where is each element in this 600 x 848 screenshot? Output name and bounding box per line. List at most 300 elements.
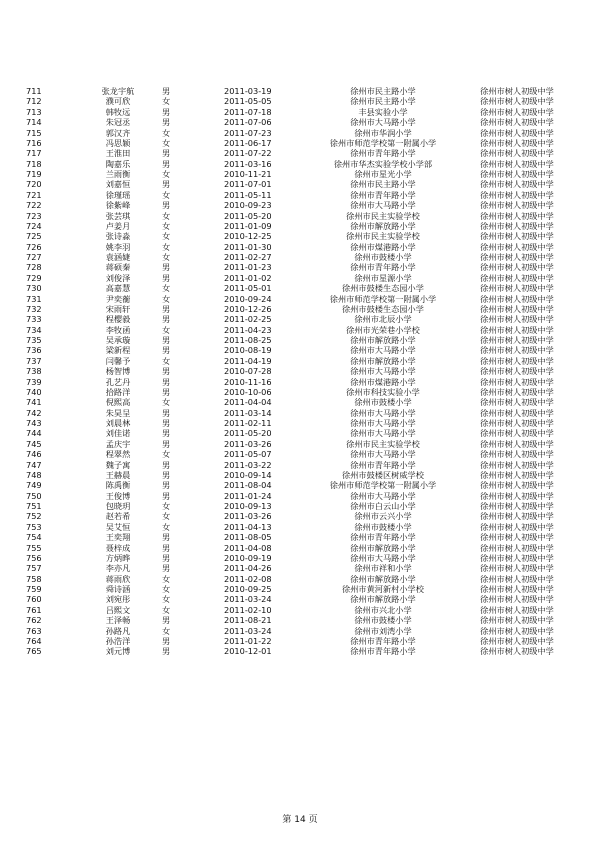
table-row [26, 574, 580, 584]
middle-school: 徐州市树人初级中学 [480, 106, 554, 117]
gender: 女 [162, 511, 171, 522]
table-row [26, 262, 580, 272]
table-row [26, 397, 580, 407]
row-number: 752 [26, 511, 42, 522]
student-name: 方炳晔 [105, 552, 131, 563]
gender: 女 [162, 127, 171, 138]
gender: 男 [162, 490, 171, 501]
gender: 男 [162, 428, 171, 439]
student-name: 陶嘉乐 [105, 158, 131, 169]
birth-date: 2010-09-14 [224, 469, 272, 480]
gender: 男 [162, 272, 171, 283]
gender: 女 [162, 252, 171, 262]
gender: 男 [162, 646, 171, 657]
middle-school: 徐州市树人初级中学 [480, 210, 554, 221]
birth-date: 2011-02-08 [224, 573, 272, 584]
row-number: 720 [26, 179, 42, 190]
primary-school: 徐州市鼓楼小学 [354, 615, 412, 626]
primary-school: 徐州市解放路小学 [350, 594, 416, 605]
primary-school: 徐州市民主实验学校 [346, 210, 420, 221]
table-row [26, 107, 580, 117]
birth-date: 2010-07-28 [224, 366, 272, 377]
student-name: 李牧函 [105, 324, 131, 335]
gender: 女 [162, 96, 171, 107]
table-row [26, 563, 580, 573]
birth-date: 2011-02-27 [224, 252, 272, 262]
student-name: 濮可欣 [105, 96, 131, 107]
primary-school: 丰县实验小学 [358, 106, 408, 117]
primary-school: 徐州市科技实验小学 [346, 386, 420, 397]
page-number: 第 14 页 [282, 815, 318, 825]
primary-school: 徐州市白云山小学 [350, 501, 416, 511]
gender: 女 [162, 501, 171, 511]
middle-school: 徐州市树人初级中学 [480, 355, 554, 366]
table-row [26, 522, 580, 532]
table-row [26, 480, 580, 490]
middle-school: 徐州市树人初级中学 [480, 189, 554, 200]
table-row [26, 428, 580, 438]
middle-school: 徐州市树人初级中学 [480, 86, 554, 96]
row-number: 740 [26, 386, 42, 397]
birth-date: 2011-04-08 [224, 542, 272, 553]
row-number: 761 [26, 604, 42, 615]
table-row [26, 501, 580, 511]
middle-school: 徐州市树人初级中学 [480, 418, 554, 428]
middle-school: 徐州市树人初级中学 [480, 272, 554, 283]
birth-date: 2011-08-25 [224, 335, 272, 345]
primary-school: 徐州市青年路小学 [350, 262, 416, 273]
table-row [26, 128, 580, 138]
row-number: 715 [26, 127, 42, 138]
student-name: 王俊博 [105, 490, 131, 501]
middle-school: 徐州市树人初级中学 [480, 428, 554, 439]
middle-school: 徐州市树人初级中学 [480, 262, 554, 273]
student-name: 陈禹衡 [105, 480, 131, 491]
row-number: 722 [26, 200, 42, 211]
primary-school: 徐州市师范学校第一附属小学 [329, 293, 437, 304]
birth-date: 2011-07-23 [224, 127, 272, 138]
middle-school: 徐州市树人初级中学 [480, 345, 554, 356]
student-name: 倪熙高 [105, 397, 131, 408]
table-row [26, 148, 580, 158]
student-name: 王奕翔 [105, 532, 131, 543]
middle-school: 徐州市树人初级中学 [480, 490, 554, 501]
birth-date: 2011-05-20 [224, 210, 272, 221]
birth-date: 2011-07-18 [224, 106, 272, 117]
gender: 男 [162, 635, 171, 646]
birth-date: 2011-03-14 [224, 407, 272, 418]
middle-school: 徐州市树人初级中学 [480, 459, 554, 470]
primary-school: 徐州市鼓楼小学 [354, 397, 412, 408]
table-row [26, 117, 580, 127]
gender: 女 [162, 283, 171, 294]
row-number: 714 [26, 117, 42, 128]
primary-school: 徐州市鼓楼小学 [354, 521, 412, 532]
student-name: 王赫晨 [105, 469, 131, 480]
primary-school: 徐州市大马路小学 [350, 117, 416, 128]
gender: 男 [162, 376, 171, 387]
primary-school: 徐州市师范学校第一附属小学 [329, 137, 437, 148]
birth-date: 2011-03-22 [224, 459, 272, 470]
middle-school: 徐州市树人初级中学 [480, 511, 554, 522]
student-name: 徐紫峰 [105, 200, 131, 211]
primary-school: 徐州市民主路小学 [350, 179, 416, 190]
gender: 男 [162, 366, 171, 377]
gender: 男 [162, 563, 171, 574]
row-number: 746 [26, 449, 42, 460]
table-row [26, 449, 580, 459]
table-row [26, 200, 580, 210]
table-row [26, 418, 580, 428]
primary-school: 徐州市民主实验学校 [346, 438, 420, 449]
primary-school: 徐州市煤港路小学 [350, 376, 416, 387]
gender: 男 [162, 615, 171, 626]
primary-school: 徐州市师范学校第一附属小学 [329, 480, 437, 491]
row-number: 759 [26, 584, 42, 594]
student-name: 赵若希 [105, 511, 131, 522]
birth-date: 2010-09-23 [224, 200, 272, 211]
row-number: 718 [26, 158, 42, 169]
row-number: 743 [26, 418, 42, 428]
birth-date: 2011-04-04 [224, 397, 272, 408]
primary-school: 徐州市祥和小学 [354, 563, 412, 574]
birth-date: 2010-12-01 [224, 646, 272, 657]
gender: 女 [162, 293, 171, 304]
gender: 男 [162, 148, 171, 159]
row-number: 716 [26, 137, 42, 148]
middle-school: 徐州市树人初级中学 [480, 200, 554, 211]
primary-school: 徐州市鼓楼生态园小学 [342, 303, 424, 314]
table-row [26, 304, 580, 314]
student-name: 宋雨轩 [105, 303, 131, 314]
gender: 男 [162, 117, 171, 128]
birth-date: 2011-03-24 [224, 594, 272, 605]
primary-school: 徐州市大马路小学 [350, 449, 416, 460]
middle-school: 徐州市树人初级中学 [480, 532, 554, 543]
student-name: 梁新程 [105, 345, 131, 356]
primary-school: 徐州市星源小学 [354, 272, 412, 283]
table-row [26, 86, 580, 96]
row-number: 753 [26, 521, 42, 532]
student-name: 韩牧远 [105, 106, 131, 117]
table-row [26, 408, 580, 418]
student-name: 程樱毅 [105, 314, 131, 325]
row-number: 717 [26, 148, 42, 159]
birth-date: 2010-10-06 [224, 386, 272, 397]
student-name: 孔艺丹 [105, 376, 131, 387]
middle-school: 徐州市树人初级中学 [480, 148, 554, 159]
student-name: 王淮田 [105, 148, 131, 159]
gender: 男 [162, 552, 171, 563]
gender: 男 [162, 314, 171, 325]
birth-date: 2010-09-13 [224, 501, 272, 511]
student-name: 袁涵婕 [105, 252, 131, 262]
birth-date: 2010-09-19 [224, 552, 272, 563]
primary-school: 徐州市星光小学 [354, 169, 412, 179]
primary-school: 徐州市鼓楼生态园小学 [342, 283, 424, 294]
primary-school: 徐州市青年路小学 [350, 635, 416, 646]
student-name: 程翠然 [105, 449, 131, 460]
birth-date: 2011-04-23 [224, 324, 272, 335]
primary-school: 徐州市黄河新村小学校 [342, 584, 424, 594]
birth-date: 2010-11-16 [224, 376, 272, 387]
primary-school: 徐州市民主路小学 [350, 86, 416, 96]
birth-date: 2010-09-24 [224, 293, 272, 304]
row-number: 739 [26, 376, 42, 387]
row-number: 744 [26, 428, 42, 439]
birth-date: 2011-05-07 [224, 449, 272, 460]
middle-school: 徐州市树人初级中学 [480, 231, 554, 242]
table-row [26, 211, 580, 221]
middle-school: 徐州市树人初级中学 [480, 303, 554, 314]
table-row [26, 345, 580, 355]
primary-school: 徐州市解放路小学 [350, 335, 416, 345]
gender: 男 [162, 86, 171, 96]
birth-date: 2010-12-26 [224, 303, 272, 314]
middle-school: 徐州市树人初级中学 [480, 252, 554, 262]
row-number: 747 [26, 459, 42, 470]
row-number: 725 [26, 231, 42, 242]
row-number: 735 [26, 335, 42, 345]
student-name: 聂梓成 [105, 542, 131, 553]
row-number: 731 [26, 293, 42, 304]
birth-date: 2011-02-10 [224, 604, 272, 615]
birth-date: 2011-08-05 [224, 532, 272, 543]
row-number: 733 [26, 314, 42, 325]
primary-school: 徐州市北辰小学 [354, 314, 412, 325]
gender: 女 [162, 594, 171, 605]
gender: 女 [162, 231, 171, 242]
gender: 男 [162, 469, 171, 480]
gender: 女 [162, 449, 171, 460]
middle-school: 徐州市树人初级中学 [480, 386, 554, 397]
student-name: 吴艾恒 [105, 521, 131, 532]
birth-date: 2011-07-06 [224, 117, 272, 128]
row-number: 728 [26, 262, 42, 273]
student-name: 杨智博 [105, 366, 131, 377]
table-row [26, 594, 580, 604]
primary-school: 徐州市鼓楼区树威学校 [342, 469, 424, 480]
primary-school: 徐州市云兴小学 [354, 511, 412, 522]
row-number: 765 [26, 646, 42, 657]
primary-school: 徐州市大马路小学 [350, 552, 416, 563]
gender: 男 [162, 345, 171, 356]
birth-date: 2011-08-21 [224, 615, 272, 626]
gender: 女 [162, 210, 171, 221]
gender: 男 [162, 386, 171, 397]
primary-school: 徐州市青年路小学 [350, 532, 416, 543]
table-row [26, 615, 580, 625]
primary-school: 徐州市兴北小学 [354, 604, 412, 615]
table-row [26, 159, 580, 169]
row-number: 764 [26, 635, 42, 646]
table-row [26, 460, 580, 470]
table-row [26, 626, 580, 636]
birth-date: 2010-09-25 [224, 584, 272, 594]
birth-date: 2011-05-05 [224, 96, 272, 107]
birth-date: 2011-05-01 [224, 283, 272, 294]
roster-body [26, 86, 580, 657]
birth-date: 2011-08-04 [224, 480, 272, 491]
student-name: 卢姜月 [105, 220, 131, 231]
birth-date: 2011-01-09 [224, 220, 272, 231]
gender: 女 [162, 220, 171, 231]
table-row [26, 439, 580, 449]
student-name: 魏子寓 [105, 459, 131, 470]
birth-date: 2011-07-22 [224, 148, 272, 159]
row-number: 748 [26, 469, 42, 480]
birth-date: 2011-03-26 [224, 511, 272, 522]
birth-date: 2011-01-02 [224, 272, 272, 283]
row-number: 724 [26, 220, 42, 231]
birth-date: 2010-12-25 [224, 231, 272, 242]
row-number: 754 [26, 532, 42, 543]
middle-school: 徐州市树人初级中学 [480, 324, 554, 335]
row-number: 742 [26, 407, 42, 418]
table-row [26, 273, 580, 283]
middle-school: 徐州市树人初级中学 [480, 137, 554, 148]
row-number: 736 [26, 345, 42, 356]
middle-school: 徐州市树人初级中学 [480, 314, 554, 325]
table-row [26, 636, 580, 646]
table-row [26, 325, 580, 335]
gender: 男 [162, 200, 171, 211]
student-name: 孟庆宇 [105, 438, 131, 449]
middle-school: 徐州市树人初级中学 [480, 438, 554, 449]
birth-date: 2011-01-22 [224, 635, 272, 646]
table-row [26, 96, 580, 106]
gender: 女 [162, 189, 171, 200]
primary-school: 徐州市大马路小学 [350, 366, 416, 377]
gender: 男 [162, 179, 171, 190]
primary-school: 徐州市华杰实验学校小学部 [333, 158, 433, 169]
table-row [26, 543, 580, 553]
primary-school: 徐州市民主实验学校 [346, 231, 420, 242]
row-number: 749 [26, 480, 42, 491]
student-name: 刘元博 [105, 646, 131, 657]
gender: 男 [162, 303, 171, 314]
row-number: 738 [26, 366, 42, 377]
student-name: 包晓玥 [105, 501, 131, 511]
student-name: 刘俊泽 [105, 272, 131, 283]
row-number: 719 [26, 169, 42, 179]
middle-school: 徐州市树人初级中学 [480, 594, 554, 605]
middle-school: 徐州市树人初级中学 [480, 563, 554, 574]
student-name: 张龙宇航 [101, 86, 135, 96]
row-number: 751 [26, 501, 42, 511]
birth-date: 2011-02-25 [224, 314, 272, 325]
gender: 女 [162, 604, 171, 615]
primary-school: 徐州市青年路小学 [350, 459, 416, 470]
row-number: 757 [26, 563, 42, 574]
student-name: 拾路洋 [105, 386, 131, 397]
primary-school: 徐州市民主路小学 [350, 96, 416, 107]
birth-date: 2011-03-19 [224, 86, 272, 96]
table-row [26, 252, 580, 262]
primary-school: 徐州市解放路小学 [350, 355, 416, 366]
gender: 男 [162, 407, 171, 418]
birth-date: 2010-11-21 [224, 169, 272, 179]
primary-school: 徐州市青年路小学 [350, 646, 416, 657]
row-number: 730 [26, 283, 42, 294]
student-name: 吴承璇 [105, 335, 131, 345]
birth-date: 2011-04-13 [224, 521, 272, 532]
row-number: 745 [26, 438, 42, 449]
table-row [26, 553, 580, 563]
student-name: 张芸琪 [105, 210, 131, 221]
gender: 男 [162, 335, 171, 345]
middle-school: 徐州市树人初级中学 [480, 469, 554, 480]
gender: 男 [162, 542, 171, 553]
student-name: 闫馨予 [105, 355, 131, 366]
middle-school: 徐州市树人初级中学 [480, 407, 554, 418]
table-row [26, 387, 580, 397]
table-row [26, 231, 580, 241]
student-roster-table [26, 86, 580, 657]
student-name: 李亦凡 [105, 563, 131, 574]
middle-school: 徐州市树人初级中学 [480, 635, 554, 646]
middle-school: 徐州市树人初级中学 [480, 521, 554, 532]
birth-date: 2010-08-19 [224, 345, 272, 356]
birth-date: 2011-04-19 [224, 355, 272, 366]
gender: 女 [162, 521, 171, 532]
row-number: 729 [26, 272, 42, 283]
birth-date: 2011-03-16 [224, 158, 272, 169]
row-number: 734 [26, 324, 42, 335]
student-name: 朱冠丞 [105, 117, 131, 128]
middle-school: 徐州市树人初级中学 [480, 335, 554, 345]
gender: 女 [162, 625, 171, 636]
primary-school: 徐州市青年路小学 [350, 148, 416, 159]
table-row [26, 242, 580, 252]
gender: 女 [162, 169, 171, 179]
middle-school: 徐州市树人初级中学 [480, 158, 554, 169]
birth-date: 2011-01-30 [224, 241, 272, 252]
student-name: 张诗淼 [105, 231, 131, 242]
student-name: 尹奕蘅 [105, 293, 131, 304]
table-row [26, 532, 580, 542]
student-name: 郭汉齐 [105, 127, 131, 138]
primary-school: 徐州市大马路小学 [350, 490, 416, 501]
student-name: 孙路凡 [105, 625, 131, 636]
table-row [26, 169, 580, 179]
student-name: 冯思颖 [105, 137, 131, 148]
student-name: 王泽畅 [105, 615, 131, 626]
student-name: 蒋雨欣 [105, 573, 131, 584]
middle-school: 徐州市树人初级中学 [480, 449, 554, 460]
gender: 女 [162, 573, 171, 584]
table-row [26, 511, 580, 521]
student-name: 吕熙文 [105, 604, 131, 615]
row-number: 762 [26, 615, 42, 626]
gender: 男 [162, 459, 171, 470]
middle-school: 徐州市树人初级中学 [480, 293, 554, 304]
gender: 男 [162, 438, 171, 449]
birth-date: 2011-03-24 [224, 625, 272, 636]
row-number: 721 [26, 189, 42, 200]
birth-date: 2011-02-11 [224, 418, 272, 428]
middle-school: 徐州市树人初级中学 [480, 552, 554, 563]
gender: 男 [162, 532, 171, 543]
row-number: 732 [26, 303, 42, 314]
row-number: 727 [26, 252, 42, 262]
gender: 男 [162, 480, 171, 491]
middle-school: 徐州市树人初级中学 [480, 169, 554, 179]
student-name: 刘宛彤 [105, 594, 131, 605]
gender: 男 [162, 158, 171, 169]
student-name: 蒋硕秦 [105, 262, 131, 273]
row-number: 741 [26, 397, 42, 408]
